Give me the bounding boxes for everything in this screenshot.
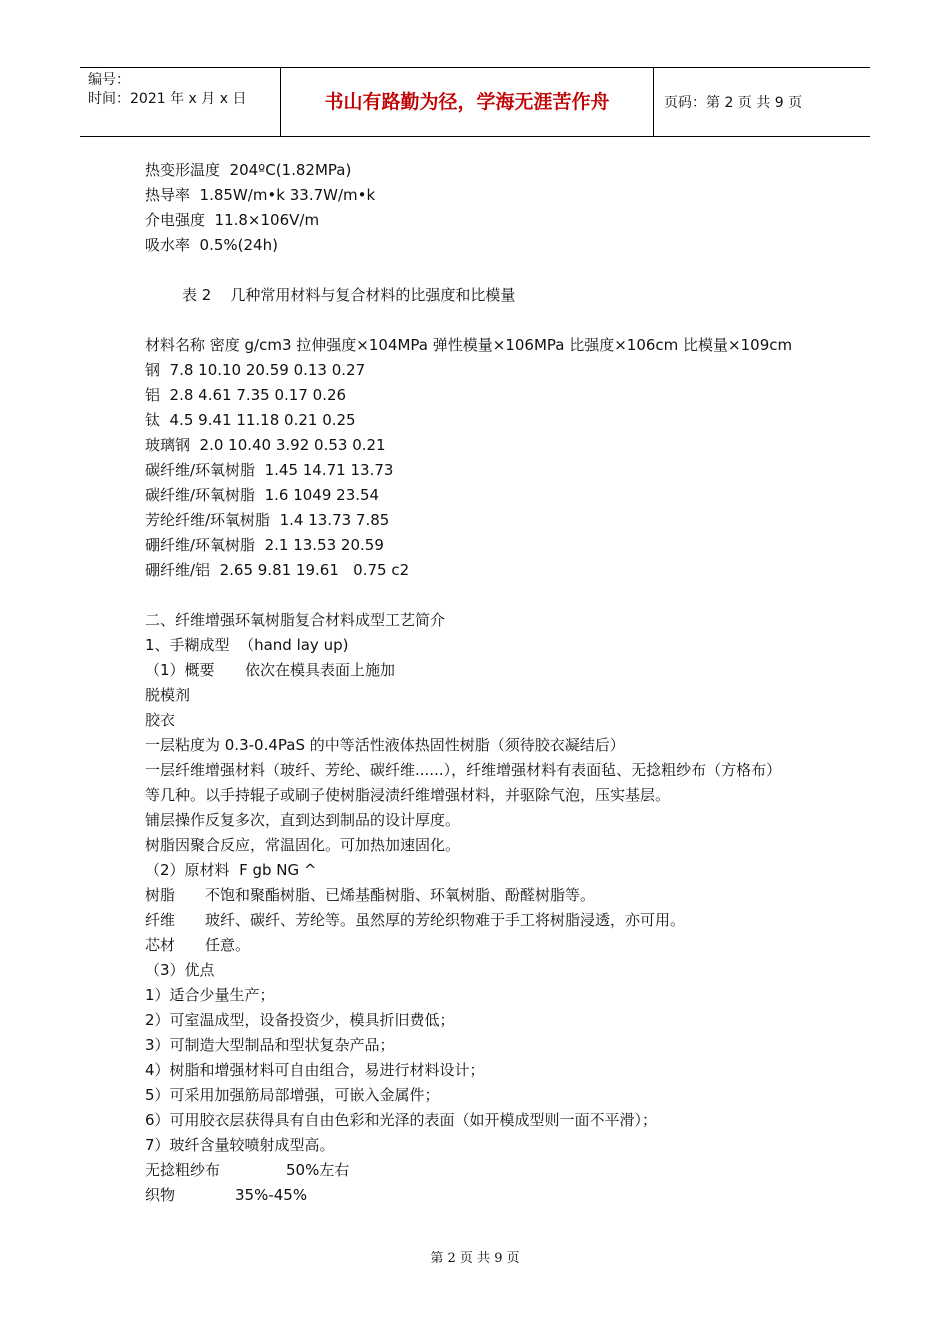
material-text: 不饱和聚酯树脂、已烯基酯树脂、环氧树脂、酚醛树脂等。 (205, 886, 596, 904)
advantage-item: 7）玻纤含量较喷射成型高。 (145, 1136, 335, 1154)
material-line (145, 933, 795, 958)
table-row: 铝 2.8 4.61 7.35 0.17 0.26 (145, 386, 347, 404)
header-left-cell (80, 68, 281, 136)
advantage-item: 3）可制造大型制品和型状复杂产品； (145, 1036, 395, 1054)
material-text: 玻纤、碳纤、芳纶等。虽然厚的芳纶织物难于手工将树脂浸透，亦可用。 (205, 911, 686, 929)
content-label: 织物 (145, 1186, 176, 1204)
material-line (145, 883, 795, 908)
table-row: 碳纤维/环氧树脂 1.6 1049 23.54 (145, 486, 380, 504)
advantage-item: 4）树脂和增强材料可自由组合，易进行材料设计； (145, 1061, 485, 1079)
material-line (145, 908, 795, 933)
property-line: 介电强度 11.8×106V/m (145, 211, 320, 229)
advantage-item: 2）可室温成型，设备投资少，模具折旧费低； (145, 1011, 455, 1029)
property-line: 热导率 1.85W/m•k 33.7W/m•k (145, 186, 376, 204)
page-code: 页码：第 2 页 共 9 页 (664, 95, 803, 111)
table-caption: 表 2 几种常用材料与复合材料的比强度和比模量 (182, 286, 516, 304)
overview-line (145, 658, 795, 683)
step-line: 一层粘度为 0.3-0.4PaS 的中等活性液体热固性树脂（须待胶衣凝结后） (145, 736, 625, 754)
step-line: 树脂因聚合反应，常温固化。可加热加速固化。 (145, 836, 461, 854)
content-value: 35%-45% (235, 1186, 308, 1204)
material-label: 芯材 (145, 936, 176, 954)
overview-text: 依次在模具表面上施加 (245, 661, 396, 679)
section-title: 二、纤维增强环氧树脂复合材料成型工艺简介 (145, 611, 446, 629)
table-row: 钛 4.5 9.41 11.18 0.21 0.25 (145, 411, 356, 429)
content-value: 50%左右 (286, 1161, 350, 1179)
document-body (145, 158, 795, 1208)
content-line (145, 1183, 795, 1208)
header-motto: 书山有路勤为径，学海无涯苦作舟 (324, 91, 610, 113)
table-row: 硼纤维/铝 2.65 9.81 19.61 0.75 c2 (145, 561, 410, 579)
advantages-title: （3）优点 (145, 961, 215, 979)
table-row: 钢 7.8 10.10 20.59 0.13 0.27 (145, 361, 366, 379)
material-label: 树脂 (145, 886, 176, 904)
step-line: 脱模剂 (145, 686, 191, 704)
table-row: 硼纤维/环氧树脂 2.1 13.53 20.59 (145, 536, 384, 554)
property-line: 吸水率 0.5%(24h) (145, 236, 278, 254)
table-header: 材料名称 密度 g/cm3 拉伸强度×104MPa 弹性模量×106MPa 比强度×106cm 比模量×109cm (145, 336, 793, 354)
table-row: 玻璃钢 2.0 10.40 3.92 0.53 0.21 (145, 436, 386, 454)
overview-label: （1）概要 (145, 661, 215, 679)
material-text: 任意。 (205, 936, 251, 954)
header-right-cell (654, 68, 870, 136)
property-line: 热变形温度 204ºC(1.82MPa) (145, 161, 352, 179)
date-label: 时间：2021 年 x 月 x 日 (88, 91, 247, 107)
page-header (80, 67, 870, 137)
table-row: 碳纤维/环氧树脂 1.45 14.71 13.73 (145, 461, 394, 479)
advantage-item: 6）可用胶衣层获得具有自由色彩和光泽的表面（如开模成型则一面不平滑）； (145, 1111, 658, 1129)
table-row: 芳纶纤维/环氧树脂 1.4 13.73 7.85 (145, 511, 390, 529)
header-middle-cell (281, 68, 654, 136)
material-label: 纤维 (145, 911, 176, 929)
advantage-item: 5）可采用加强筋局部增强，可嵌入金属件； (145, 1086, 440, 1104)
step-line: 胶衣 (145, 711, 176, 729)
content-label: 无捻粗纱布 (145, 1161, 221, 1179)
page-footer: 第 2 页 共 9 页 (430, 1251, 520, 1266)
step-paragraph: 一层纤维增强材料（玻纤、芳纶、碳纤维......），纤维增强材料有表面毡、无捻粗纱布（方格布）等几种。以手持辊子或刷子使树脂浸渍纤维增强材料，并驱除气泡，压实基层。 (145, 761, 782, 804)
number-label: 编号： (88, 72, 130, 88)
materials-title: （2）原材料 F gb NG ^ (145, 861, 317, 879)
subsection-title: 1、手糊成型 （hand lay up) (145, 636, 349, 654)
advantage-item: 1）适合少量生产； (145, 986, 275, 1004)
content-line (145, 1158, 795, 1183)
step-line: 铺层操作反复多次，直到达到制品的设计厚度。 (145, 811, 461, 829)
